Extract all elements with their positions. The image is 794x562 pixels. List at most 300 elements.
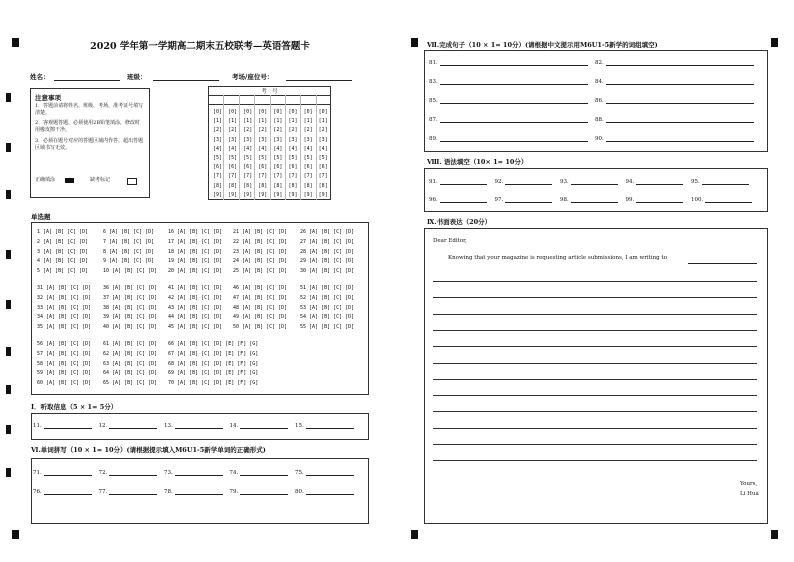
grammar-box: [424, 168, 768, 212]
exam-digit-bubble[interactable]: [2]: [212, 127, 223, 134]
timing-marker: [6, 385, 11, 394]
answer-field[interactable]: [595, 117, 754, 123]
mc-question[interactable]: 65 [A] [B] [C] [D]: [103, 380, 158, 387]
exam-number-column[interactable]: [286, 108, 301, 200]
exam-digit-bubble[interactable]: [1]: [243, 118, 253, 125]
answer-blank[interactable]: [306, 475, 354, 476]
exam-digit-bubble[interactable]: [4]: [303, 145, 313, 152]
answer-blank[interactable]: [440, 141, 588, 142]
exam-digit-bubble[interactable]: [1]: [228, 118, 238, 125]
exam-number-header: 考 号: [261, 89, 278, 95]
exam-digit-bubble[interactable]: [8]: [228, 182, 238, 189]
exam-digit-bubble[interactable]: [9]: [288, 191, 298, 198]
exam-number-column[interactable]: [270, 108, 285, 200]
closing: Yours,: [740, 481, 758, 487]
answer-blank[interactable]: [175, 494, 223, 495]
correct-fill-sample: [65, 178, 74, 183]
exam-digit-bubble[interactable]: [3]: [303, 136, 313, 143]
question-number: 95.: [691, 179, 700, 185]
mc-question[interactable]: 66 [A] [B] [C] [D] [E] [F] [G]: [168, 341, 259, 347]
mc-question[interactable]: 62 [A] [B] [C] [D]: [103, 350, 158, 357]
answer-blank[interactable]: [175, 428, 223, 429]
mc-question[interactable]: 34 [A] [B] [C] [D]: [37, 314, 92, 321]
answer-field[interactable]: [560, 197, 618, 203]
answer-blank[interactable]: [440, 65, 588, 66]
question-number: 75.: [295, 470, 304, 476]
answer-blank[interactable]: [240, 494, 288, 495]
answer-field[interactable]: [595, 79, 754, 85]
question-number: 72.: [98, 470, 108, 476]
exam-digit-bubble[interactable]: [3]: [258, 136, 268, 143]
writing-box: [424, 228, 768, 524]
answer-field[interactable]: [33, 470, 92, 476]
answer-blank[interactable]: [702, 184, 749, 185]
question-number: 78.: [164, 489, 173, 495]
answer-blank[interactable]: [440, 84, 588, 85]
exam-digit-bubble[interactable]: [7]: [212, 173, 223, 180]
mc-question[interactable]: 16 [A] [B] [C] [D]: [168, 229, 223, 235]
mc-question[interactable]: 26 [A] [B] [C] [D]: [300, 229, 355, 235]
answer-blank[interactable]: [440, 122, 588, 123]
exam-digit-bubble[interactable]: [1]: [258, 118, 268, 125]
exam-number-column[interactable]: [301, 108, 316, 200]
exam-digit-bubble[interactable]: [0]: [212, 109, 223, 115]
exam-digit-bubble[interactable]: [0]: [273, 109, 283, 115]
mc-question[interactable]: 1 [A] [B] [C] [D]: [37, 229, 89, 235]
mc-question[interactable]: 50 [A] [B] [C] [D]: [233, 324, 288, 331]
exam-digit-bubble[interactable]: [5]: [273, 155, 283, 162]
mc-question[interactable]: 64 [A] [B] [C] [D]: [103, 370, 158, 377]
mc-question[interactable]: 45 [A] [B] [C] [D]: [168, 324, 223, 331]
answer-field[interactable]: [429, 179, 487, 185]
answer-field[interactable]: [429, 117, 588, 123]
exam-digit-bubble[interactable]: [7]: [228, 173, 238, 180]
question-number: 14.: [229, 423, 239, 429]
exam-digit-bubble[interactable]: [5]: [228, 155, 238, 162]
mc-question[interactable]: 69 [A] [B] [C] [D] [E] [F] [G]: [168, 370, 259, 377]
mc-question[interactable]: 37 [A] [B] [C] [D]: [103, 294, 158, 301]
answer-field[interactable]: [33, 423, 92, 429]
answer-blank[interactable]: [606, 84, 754, 85]
answer-blank[interactable]: [606, 141, 754, 142]
writing-line[interactable]: [433, 395, 757, 396]
mc-question[interactable]: 20 [A] [B] [C] [D]: [168, 268, 223, 275]
question-number: 76.: [33, 489, 42, 495]
exam-digit-bubble[interactable]: [2]: [303, 127, 313, 134]
answer-field[interactable]: [429, 60, 588, 66]
mc-question[interactable]: 59 [A] [B] [C] [D]: [37, 370, 92, 377]
exam-digit-bubble[interactable]: [0]: [303, 109, 313, 115]
mc-section-label: 单选题: [31, 213, 51, 221]
exam-col-divider: [270, 95, 271, 200]
answer-blank[interactable]: [440, 202, 487, 203]
answer-blank[interactable]: [606, 122, 754, 123]
writing-line[interactable]: [433, 460, 757, 461]
exam-digit-bubble[interactable]: [8]: [303, 182, 313, 189]
exam-digit-bubble[interactable]: [9]: [273, 191, 283, 198]
exam-digit-bubble[interactable]: [0]: [258, 109, 268, 115]
name-field[interactable]: [54, 80, 120, 81]
answer-field[interactable]: [495, 197, 553, 203]
question-number: 11.: [33, 423, 42, 429]
mc-question[interactable]: 58 [A] [B] [C] [D]: [37, 360, 92, 367]
exam-digit-bubble[interactable]: [5]: [212, 155, 223, 162]
corner-marker: [12, 530, 19, 539]
exam-digit-bubble[interactable]: [4]: [212, 145, 223, 152]
exam-digit-bubble[interactable]: [8]: [243, 182, 253, 189]
answer-field[interactable]: [560, 179, 618, 185]
answer-blank[interactable]: [636, 202, 683, 203]
answer-field[interactable]: [164, 470, 223, 476]
corner-marker: [411, 38, 418, 47]
mc-question[interactable]: 41 [A] [B] [C] [D]: [168, 285, 223, 291]
exam-digit-bubble[interactable]: [8]: [212, 182, 223, 189]
exam-digit-bubble[interactable]: [9]: [318, 191, 328, 198]
mc-question[interactable]: 44 [A] [B] [C] [D]: [168, 314, 223, 321]
exam-digit-bubble[interactable]: [4]: [258, 145, 268, 152]
exam-digit-bubble[interactable]: [7]: [318, 173, 328, 180]
mc-question[interactable]: 28 [A] [B] [C] [D]: [300, 248, 355, 255]
mc-question[interactable]: 68 [A] [B] [C] [D] [E] [F] [G]: [168, 360, 259, 367]
exam-digit-bubble[interactable]: [8]: [318, 182, 328, 189]
mc-question[interactable]: 2 [A] [B] [C] [D]: [37, 238, 89, 245]
exam-digit-bubble[interactable]: [4]: [273, 145, 283, 152]
absent-checkbox[interactable]: [127, 178, 137, 185]
answer-field[interactable]: [495, 179, 553, 185]
mc-question[interactable]: 43 [A] [B] [C] [D]: [168, 304, 223, 311]
answer-field[interactable]: [99, 423, 158, 429]
exam-col-divider: [239, 95, 240, 200]
exam-digit-bubble[interactable]: [3]: [228, 136, 238, 143]
answer-field[interactable]: [230, 489, 289, 495]
corner-marker: [12, 38, 19, 47]
exam-digit-bubble[interactable]: [8]: [273, 182, 283, 189]
question-number: 99.: [625, 197, 635, 203]
question-number: 97.: [494, 197, 504, 203]
exam-col-divider: [316, 95, 317, 200]
room-field[interactable]: [286, 80, 352, 81]
timing-marker: [6, 347, 11, 356]
answer-field[interactable]: [230, 470, 289, 476]
exam-digit-bubble[interactable]: [3]: [273, 136, 283, 143]
opening-blank[interactable]: [688, 263, 757, 264]
exam-digit-bubble[interactable]: [3]: [212, 136, 223, 143]
exam-digit-bubble[interactable]: [9]: [303, 191, 313, 198]
answer-field[interactable]: [429, 79, 588, 85]
exam-digit-bubble[interactable]: [2]: [318, 127, 328, 134]
notes-item: 2．客观题答题，必须使用2B铅笔填涂，修改时用橡皮擦干净。: [35, 120, 141, 133]
mc-question[interactable]: 24 [A] [B] [C] [D]: [233, 258, 288, 265]
question-number: 100.: [691, 197, 704, 203]
exam-digit-bubble[interactable]: [4]: [228, 145, 238, 152]
mc-question[interactable]: 9 [A] [B] [C] [D]: [103, 258, 155, 265]
answer-blank[interactable]: [306, 494, 354, 495]
mc-question[interactable]: 40 [A] [B] [C] [D]: [103, 324, 158, 331]
answer-field[interactable]: [429, 197, 487, 203]
question-number: 85.: [429, 98, 438, 104]
exam-digit-bubble[interactable]: [8]: [288, 182, 298, 189]
exam-digit-bubble[interactable]: [1]: [288, 118, 298, 125]
writing-line[interactable]: [433, 297, 757, 298]
answer-blank[interactable]: [44, 494, 92, 495]
exam-digit-bubble[interactable]: [3]: [243, 136, 253, 143]
timing-marker: [6, 250, 11, 259]
exam-digit-bubble[interactable]: [6]: [288, 164, 298, 171]
writing-line[interactable]: [433, 330, 757, 331]
answer-field[interactable]: [164, 489, 223, 495]
exam-digit-bubble[interactable]: [1]: [303, 118, 313, 125]
class-label: 班级：: [127, 73, 147, 81]
mc-question[interactable]: 19 [A] [B] [C] [D]: [168, 258, 223, 265]
mc-question[interactable]: 51 [A] [B] [C] [D]: [300, 285, 355, 291]
mc-question[interactable]: 42 [A] [B] [C] [D]: [168, 294, 223, 301]
answer-blank[interactable]: [109, 494, 157, 495]
answer-blank[interactable]: [240, 428, 288, 429]
writing-label: Ⅸ.书面表达（20分）: [427, 218, 492, 226]
mc-question[interactable]: 57 [A] [B] [C] [D]: [37, 350, 92, 357]
answer-blank[interactable]: [505, 184, 552, 185]
mc-question[interactable]: 32 [A] [B] [C] [D]: [37, 294, 92, 301]
question-number: 82.: [595, 60, 604, 66]
name-label: 姓名：: [30, 73, 50, 81]
exam-digit-bubble[interactable]: [2]: [258, 127, 268, 134]
mc-question[interactable]: 53 [A] [B] [C] [D]: [300, 304, 355, 311]
page-title: 2020 学年第一学期高二期末五校联考—英语答题卡: [90, 41, 310, 52]
exam-digit-bubble[interactable]: [9]: [243, 191, 253, 198]
exam-digit-bubble[interactable]: [0]: [228, 109, 238, 115]
exam-digit-bubble[interactable]: [6]: [212, 164, 223, 171]
answer-field[interactable]: [295, 470, 354, 476]
mc-question[interactable]: 10 [A] [B] [C] [D]: [103, 268, 158, 275]
exam-digit-bubble[interactable]: [9]: [212, 191, 223, 198]
mc-question[interactable]: 36 [A] [B] [C] [D]: [103, 285, 158, 291]
timing-marker: [6, 143, 11, 152]
mc-question[interactable]: 52 [A] [B] [C] [D]: [300, 294, 355, 301]
exam-digit-bubble[interactable]: [6]: [318, 164, 328, 171]
answer-field[interactable]: [164, 423, 223, 429]
timing-marker: [6, 468, 11, 477]
greeting: Dear Editor,: [433, 238, 467, 244]
corner-marker: [771, 38, 778, 47]
exam-digit-bubble[interactable]: [7]: [258, 173, 268, 180]
mc-question[interactable]: 56 [A] [B] [C] [D]: [37, 341, 92, 347]
mc-question[interactable]: 5 [A] [B] [C] [D]: [37, 268, 89, 275]
question-number: 80.: [295, 489, 304, 495]
answer-field[interactable]: [626, 179, 684, 185]
answer-blank[interactable]: [705, 202, 752, 203]
answer-field[interactable]: [626, 197, 684, 203]
answer-field[interactable]: [691, 197, 752, 203]
mc-question[interactable]: 4 [A] [B] [C] [D]: [37, 258, 89, 265]
mc-question[interactable]: 29 [A] [B] [C] [D]: [300, 258, 355, 265]
mc-question[interactable]: 3 [A] [B] [C] [D]: [37, 248, 89, 255]
answer-field[interactable]: [691, 179, 749, 185]
correct-fill-label: 正确填涂: [35, 177, 56, 183]
exam-digit-bubble[interactable]: [0]: [288, 109, 298, 115]
mc-question[interactable]: 55 [A] [B] [C] [D]: [300, 324, 355, 331]
answer-field[interactable]: [595, 98, 754, 104]
exam-digit-bubble[interactable]: [0]: [318, 109, 328, 115]
question-number: 93.: [560, 179, 569, 185]
writing-line[interactable]: [433, 411, 757, 412]
exam-digit-bubble[interactable]: [2]: [273, 127, 283, 134]
answer-field[interactable]: [595, 136, 754, 142]
timing-marker: [6, 425, 11, 434]
mc-question[interactable]: 39 [A] [B] [C] [D]: [103, 314, 158, 321]
answer-field[interactable]: [429, 136, 588, 142]
exam-digit-bubble[interactable]: [5]: [258, 155, 268, 162]
writing-line[interactable]: [433, 428, 757, 429]
mc-question[interactable]: 22 [A] [B] [C] [D]: [233, 238, 288, 245]
mc-question[interactable]: 25 [A] [B] [C] [D]: [233, 268, 288, 275]
mc-question[interactable]: 54 [A] [B] [C] [D]: [300, 314, 355, 321]
exam-number-column[interactable]: [240, 108, 255, 200]
mc-question[interactable]: 21 [A] [B] [C] [D]: [233, 229, 288, 235]
sentences-label: Ⅶ.完成句子（10 × 1= 10分）(请根据中文提示用M6U1-5新学的词组填空): [427, 41, 658, 49]
mc-question[interactable]: 17 [A] [B] [C] [D]: [168, 238, 223, 245]
exam-digit-bubble[interactable]: [3]: [318, 136, 328, 143]
exam-digit-bubble[interactable]: [7]: [303, 173, 313, 180]
answer-blank[interactable]: [606, 103, 754, 104]
corner-marker: [411, 530, 418, 539]
exam-digit-bubble[interactable]: [6]: [258, 164, 268, 171]
answer-blank[interactable]: [44, 475, 92, 476]
mc-question[interactable]: 63 [A] [B] [C] [D]: [103, 360, 158, 367]
exam-digit-bubble[interactable]: [6]: [303, 164, 313, 171]
answer-field[interactable]: [99, 470, 158, 476]
mc-question[interactable]: 31 [A] [B] [C] [D]: [37, 285, 92, 291]
exam-digit-bubble[interactable]: [1]: [318, 118, 328, 125]
answer-blank[interactable]: [109, 428, 157, 429]
question-number: 87.: [429, 117, 438, 123]
exam-digit-bubble[interactable]: [6]: [243, 164, 253, 171]
signature: Li Hua: [740, 491, 759, 497]
mc-question[interactable]: 8 [A] [B] [C] [D]: [103, 248, 155, 255]
timing-marker: [6, 300, 11, 309]
exam-digit-bubble[interactable]: [7]: [273, 173, 283, 180]
question-number: 92.: [494, 179, 504, 185]
mc-question[interactable]: 38 [A] [B] [C] [D]: [103, 304, 158, 311]
mc-question[interactable]: 18 [A] [B] [C] [D]: [168, 248, 223, 255]
mc-question[interactable]: 35 [A] [B] [C] [D]: [37, 324, 92, 331]
mc-question[interactable]: 6 [A] [B] [C] [D]: [103, 229, 155, 235]
question-number: 84.: [595, 79, 604, 85]
mc-question[interactable]: 47 [A] [B] [C] [D]: [233, 294, 288, 301]
exam-digit-bubble[interactable]: [4]: [318, 145, 328, 152]
exam-digit-bubble[interactable]: [6]: [228, 164, 238, 171]
exam-digit-bubble[interactable]: [5]: [288, 155, 298, 162]
exam-digit-bubble[interactable]: [1]: [273, 118, 283, 125]
exam-digit-bubble[interactable]: [3]: [288, 136, 298, 143]
answer-field[interactable]: [99, 489, 158, 495]
answer-blank[interactable]: [440, 103, 588, 104]
mc-question[interactable]: 60 [A] [B] [C] [D]: [37, 380, 92, 387]
answer-blank[interactable]: [175, 475, 223, 476]
answer-blank[interactable]: [440, 184, 487, 185]
exam-digit-bubble[interactable]: [4]: [288, 145, 298, 152]
answer-blank[interactable]: [505, 202, 552, 203]
exam-digit-bubble[interactable]: [0]: [243, 109, 253, 115]
mc-question[interactable]: 46 [A] [B] [C] [D]: [233, 285, 288, 291]
exam-digit-bubble[interactable]: [2]: [288, 127, 298, 134]
answer-blank[interactable]: [636, 184, 683, 185]
answer-blank[interactable]: [240, 475, 288, 476]
answer-field[interactable]: [429, 98, 588, 104]
exam-digit-bubble[interactable]: [1]: [212, 118, 223, 125]
mc-question[interactable]: 30 [A] [B] [C] [D]: [300, 268, 355, 275]
exam-digit-bubble[interactable]: [6]: [273, 164, 283, 171]
exam-number-column[interactable]: [316, 108, 331, 200]
answer-blank[interactable]: [571, 184, 618, 185]
exam-digit-bubble[interactable]: [5]: [303, 155, 313, 162]
question-number: 79.: [229, 489, 239, 495]
answer-field[interactable]: [595, 60, 754, 66]
question-number: 15.: [295, 423, 304, 429]
mc-question[interactable]: 61 [A] [B] [C] [D]: [103, 341, 158, 347]
mc-question[interactable]: 67 [A] [B] [C] [D] [E] [F] [G]: [168, 350, 259, 357]
answer-blank[interactable]: [44, 428, 92, 429]
exam-digit-bubble[interactable]: [7]: [288, 173, 298, 180]
exam-digit-bubble[interactable]: [7]: [243, 173, 253, 180]
grammar-label: Ⅷ. 语法填空（10× 1= 10分）: [427, 158, 528, 166]
exam-col-divider: [285, 95, 286, 200]
answer-field[interactable]: [295, 489, 354, 495]
question-number: 83.: [429, 79, 438, 85]
mc-question[interactable]: 7 [A] [B] [C] [D]: [103, 238, 155, 245]
exam-digit-bubble[interactable]: [2]: [228, 127, 238, 134]
mc-question[interactable]: 49 [A] [B] [C] [D]: [233, 314, 288, 321]
writing-line[interactable]: [433, 444, 757, 445]
exam-digit-bubble[interactable]: [4]: [243, 145, 253, 152]
answer-field[interactable]: [295, 423, 354, 429]
exam-digit-bubble[interactable]: [2]: [243, 127, 253, 134]
timing-marker: [6, 190, 11, 199]
question-number: 90.: [595, 136, 604, 142]
answer-blank[interactable]: [571, 202, 618, 203]
class-field[interactable]: [153, 80, 219, 81]
question-number: 74.: [229, 470, 239, 476]
writing-line[interactable]: [433, 281, 757, 282]
mc-question[interactable]: 48 [A] [B] [C] [D]: [233, 304, 288, 311]
answer-field[interactable]: [33, 489, 92, 495]
room-label: 考场/座位号：: [232, 73, 274, 81]
mc-question[interactable]: 33 [A] [B] [C] [D]: [37, 304, 92, 311]
question-number: 98.: [560, 197, 569, 203]
exam-digit-bubble[interactable]: [9]: [258, 191, 268, 198]
exam-digit-bubble[interactable]: [8]: [258, 182, 268, 189]
exam-digit-bubble[interactable]: [9]: [228, 191, 238, 198]
answer-blank[interactable]: [306, 428, 354, 429]
mc-question[interactable]: 23 [A] [B] [C] [D]: [233, 248, 288, 255]
exam-number-column[interactable]: [255, 108, 270, 200]
answer-field[interactable]: [230, 423, 289, 429]
mc-question[interactable]: 27 [A] [B] [C] [D]: [300, 238, 355, 245]
writing-line[interactable]: [433, 363, 757, 364]
answer-blank[interactable]: [109, 475, 157, 476]
timing-marker: [6, 93, 11, 102]
answer-blank[interactable]: [606, 65, 754, 66]
corner-marker: [771, 530, 778, 539]
writing-line[interactable]: [433, 346, 757, 347]
writing-line[interactable]: [433, 314, 757, 315]
exam-digit-bubble[interactable]: [5]: [318, 155, 328, 162]
question-number: 86.: [595, 98, 604, 104]
mc-question[interactable]: 70 [A] [B] [C] [D] [E] [F] [G]: [168, 380, 259, 387]
writing-line[interactable]: [433, 379, 757, 380]
notes-item: 1．答题前请将姓名、班级、考场、准考证号填写清楚。: [35, 103, 144, 116]
notes-heading: 注意事项: [35, 94, 61, 102]
exam-digit-bubble[interactable]: [5]: [243, 155, 253, 162]
